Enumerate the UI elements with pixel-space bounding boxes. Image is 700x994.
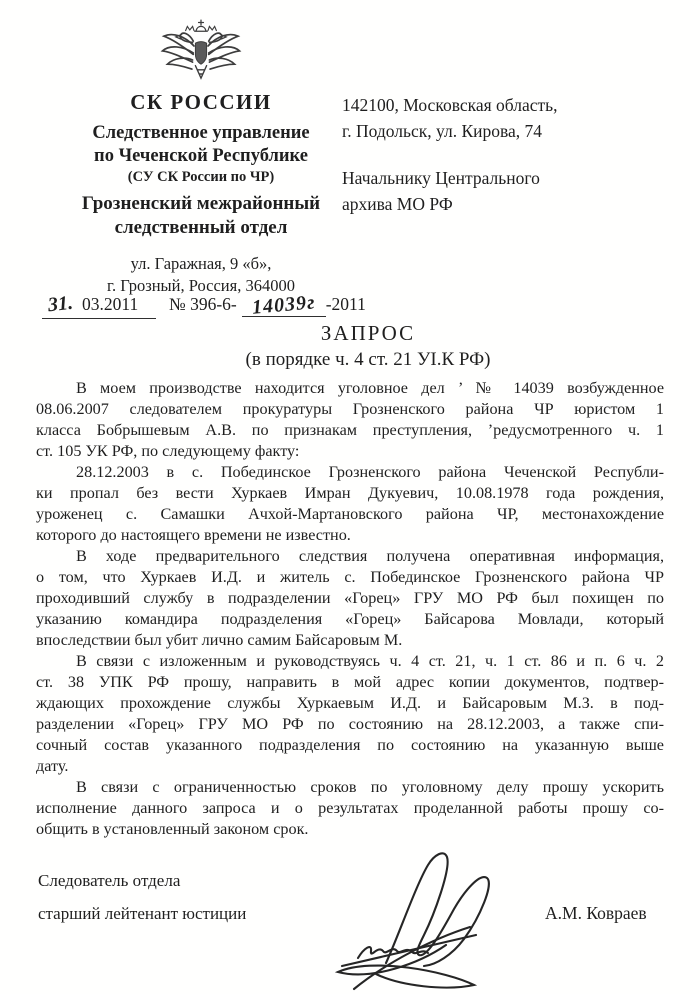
body-line: разделении «Горец» ГРУ МО РФ по состоянию на 28.12.2003, а также спи- <box>36 715 664 733</box>
year-suffix: -2011 <box>325 294 366 314</box>
body-line: ки пропал без вести Хуркаев Имран Дукуевич, 10.08.1978 года рождения, <box>36 484 664 502</box>
department-line: Грозненский межрайонный <box>81 193 321 214</box>
reference-line <box>42 293 366 319</box>
org-title: СК РОССИИ <box>130 90 272 114</box>
case-number-field <box>242 293 326 317</box>
body-line: сочный состав указанного подразделения по состоянию на указанную выше <box>36 736 664 754</box>
body-line: дату. <box>36 757 69 775</box>
addressee-line: архива МО РФ <box>342 194 453 214</box>
body-line: 28.12.2003 в с. Побединское Грозненского района Чеченской Республи- <box>76 463 664 481</box>
body-line: исполнение данного запроса и о результатах проделанной работы прошу со- <box>36 799 664 817</box>
department-line: следственный отдел <box>114 217 288 238</box>
handwritten-case-number: 14039г <box>251 291 317 319</box>
signer-name: А.М. Ковраев <box>545 903 647 923</box>
body-line: класса Бобрышевым А.В. по признакам преступления, ’редусмотренного ч. 1 <box>36 421 664 439</box>
body-line: В моем производстве находится уголовное дел ’ № 14039 возбужденное <box>76 379 664 397</box>
body-line: уроженец с. Самашки Ачхой-Мартановского района ЧР, местонахождение <box>36 505 664 523</box>
body-line: впоследствии был убит лично самим Байсаровым М. <box>36 631 403 649</box>
body-line: ст. 38 УПК РФ прошу, направить в мой адрес копии документов, подтвер- <box>36 673 664 691</box>
recipient-address-line: 142100, Московская область, <box>342 95 558 115</box>
org-name-line: Следственное управление <box>92 123 310 143</box>
org-name-line: по Чеченской Республике <box>94 146 308 166</box>
body-line: которого до настоящего времени не известно. <box>36 526 351 544</box>
body-line: В связи с ограниченностью сроков по уголовному делу прошу ускорить <box>76 778 664 796</box>
outgoing-number-prefix: № 396-6- <box>169 294 237 314</box>
body-line: проходивший службу в подразделении «Горец» ГРУ МО РФ был похищен по <box>36 589 664 607</box>
addressee-line: Начальнику Центрального <box>342 168 540 188</box>
typed-date: 03.2011 <box>82 294 139 314</box>
body-line: указанию командира подразделения «Горец» Байсарова Мовлади, который <box>36 610 664 628</box>
body-line: В связи с изложенным и руководствуясь ч. 4 ст. 21, ч. 1 ст. 86 и п. 6 ч. 2 <box>76 652 664 670</box>
date-field <box>42 293 156 319</box>
signer-role-line: Следователь отдела <box>38 871 181 890</box>
sender-address-line: г. Грозный, Россия, 364000 <box>107 276 295 295</box>
body-line: ждающих прохождение службы Хуркаевым И.Д. и Байсаровым М.З. в под- <box>36 694 664 712</box>
body-line: 08.06.2007 следователем прокуратуры Грозненского района ЧР юристом 1 <box>36 400 664 418</box>
handwritten-signature <box>328 845 514 991</box>
sender-address-line: ул. Гаражная, 9 «б», <box>130 254 272 273</box>
body-line: общить в установленный законом срок. <box>36 820 309 838</box>
document-subtitle: (в порядке ч. 4 ст. 21 УІ.К РФ) <box>245 349 491 370</box>
recipient-address-line: г. Подольск, ул. Кирова, 74 <box>342 121 543 141</box>
org-abbreviation: (СУ СК России по ЧР) <box>127 169 275 185</box>
handwritten-day: 31. <box>46 291 75 317</box>
sender-letterhead <box>55 18 347 297</box>
body-line: о том, что Хуркаев И.Д. и житель с. Побединское Грозненского района ЧР <box>36 568 664 586</box>
body-line: В ходе предварительного следствия получена оперативная информация, <box>76 547 664 565</box>
recipient-block <box>342 92 677 217</box>
document-title: ЗАПРОС <box>320 321 416 345</box>
document-body <box>36 378 664 840</box>
body-line: ст. 105 УК РФ, по следующему факту: <box>36 442 300 460</box>
coat-of-arms-eagle-icon <box>159 18 243 88</box>
document-title-block <box>48 321 688 371</box>
signer-rank-line: старший лейтенант юстиции <box>38 904 247 923</box>
